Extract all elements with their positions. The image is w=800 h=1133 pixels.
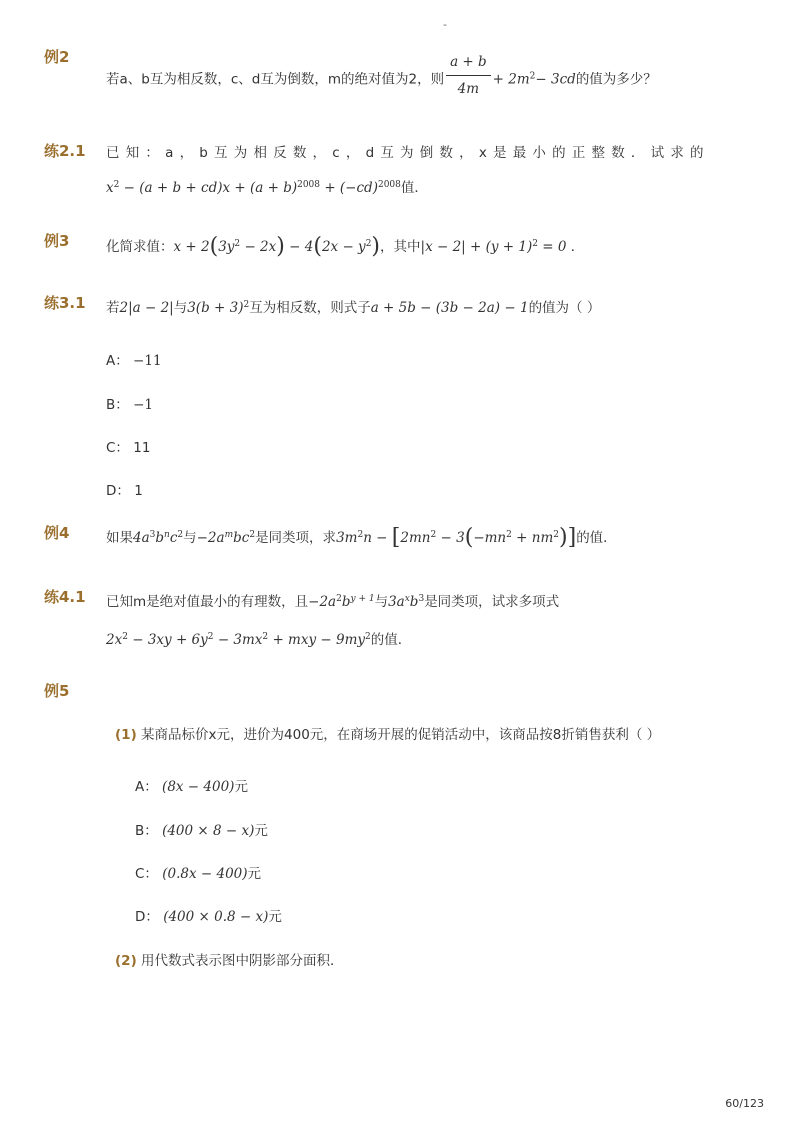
ex4-bracket-close: ]	[567, 525, 577, 550]
p21-expr-c: + (−cd)	[324, 180, 378, 196]
p31-expr-c: a + 5b − (3b − 2a) − 1	[370, 300, 529, 316]
p31-option-a[interactable]	[106, 349, 162, 369]
p41-l2-a: 2x	[106, 632, 123, 648]
ex2-expr-tail: + 2m	[492, 71, 530, 88]
ex3-expr-b: 3y	[218, 239, 235, 255]
ex4-paren-open: (	[464, 525, 474, 550]
p41-l2-e1: 2	[122, 632, 128, 642]
ex3-paren-open2: (	[313, 234, 322, 259]
p31-option-d[interactable]	[106, 479, 143, 499]
ex5-option-a[interactable]	[135, 775, 248, 795]
p21-expr-a: x	[106, 180, 114, 196]
ex4-e4: m	[224, 530, 234, 540]
header-mark: -	[443, 18, 447, 31]
p41-t1: −2a	[308, 594, 337, 610]
p41-l2-b: − 3xy + 6y	[132, 632, 208, 648]
ex4-e11: 2	[553, 530, 559, 540]
p21-expr-b: − (a + b + cd)x + (a + b)	[123, 180, 298, 196]
p41-l2-e4: 2	[365, 632, 371, 642]
p31-expr-b: 3(b + 3)	[187, 300, 244, 316]
ex5-q2	[115, 949, 344, 969]
ex3-text-mid: ，其中	[380, 239, 421, 255]
ex5-option-d-unit: 元	[268, 909, 282, 925]
p31-text-d: 的值为（ ）	[528, 300, 601, 316]
ex2-frac-num: a + b	[450, 54, 487, 70]
p31-option-b-val: −1	[133, 397, 153, 413]
ex4-e3: 2	[177, 530, 184, 540]
ex4-t2: b	[155, 530, 165, 546]
p31-text-b: 与	[173, 300, 188, 316]
ex2-label: 例2	[44, 48, 70, 66]
ex5-option-b[interactable]	[135, 819, 268, 839]
ex4-text-c: 是同类项，求	[255, 530, 337, 546]
ex2-line	[106, 54, 657, 101]
ex5-option-b-key: B：	[135, 823, 158, 839]
ex3-label: 例3	[44, 232, 70, 250]
ex4-t4: −2a	[196, 530, 225, 546]
p31-option-c-val: 11	[133, 440, 151, 456]
ex2-frac-bar	[446, 75, 491, 76]
ex4-e2: n	[164, 530, 170, 540]
ex3-paren-open: (	[209, 234, 219, 259]
ex3-paren-close2: )	[371, 234, 381, 259]
p31-option-d-key: D：	[106, 483, 130, 499]
ex3-expr-d: − 4	[289, 239, 314, 255]
ex3-paren-close: )	[276, 234, 285, 259]
ex5-q2-text: 用代数式表示图中阴影部分面积．	[141, 953, 344, 969]
ex5-option-a-unit: 元	[234, 779, 248, 795]
p31-exp2: 2	[243, 300, 250, 310]
ex4-text-d: 的值．	[576, 530, 617, 546]
ex5-q2-label: (2)	[115, 953, 137, 969]
p41-e4: 3	[418, 594, 425, 604]
ex3-exp2b: 2	[365, 239, 372, 249]
ex3-expr-c: − 2x	[244, 239, 277, 255]
p41-e2: y + 1	[350, 594, 375, 604]
p31-option-c[interactable]	[106, 436, 150, 456]
ex5-option-b-unit: 元	[254, 823, 268, 839]
p31-option-b-key: B：	[106, 397, 129, 413]
p31-option-c-key: C：	[106, 440, 129, 456]
ex4-text-a: 如果	[106, 530, 133, 546]
ex4-text-b: 与	[183, 530, 197, 546]
p31-option-a-val: −11	[133, 353, 162, 369]
ex4-t5: bc	[233, 530, 250, 546]
p41-l2-d: + mxy − 9my	[272, 632, 366, 648]
ex5-option-a-key: A：	[135, 779, 158, 795]
ex5-option-d-val: (400 × 0.8 − x)	[163, 909, 269, 925]
p41-t4: b	[409, 594, 419, 610]
ex3-text: 化简求值：	[106, 239, 174, 255]
ex4-t11: + nm	[516, 530, 554, 546]
p41-e3: x	[404, 594, 410, 604]
p41-t3: 3a	[388, 594, 405, 610]
p41-label: 练4.1	[44, 588, 86, 606]
p41-text-d: 的值．	[370, 632, 412, 648]
p41-line1	[106, 590, 559, 610]
ex4-t3: c	[169, 530, 178, 546]
ex4-bracket-open: [	[391, 525, 401, 550]
ex5-option-c-key: C：	[135, 866, 158, 882]
p21-text-end: 值．	[400, 180, 428, 196]
ex2-text-b: 的值为多少？	[575, 71, 657, 88]
ex2-fraction	[446, 54, 491, 97]
ex3-exp2c: 2	[532, 239, 538, 249]
ex4-t6: 3m	[336, 530, 358, 546]
ex5-option-a-val: (8x − 400)	[162, 779, 235, 795]
ex4-e5: 2	[249, 530, 256, 540]
p21-expr-line	[106, 176, 428, 196]
p31-text-a: 若	[106, 300, 120, 316]
ex4-t1: 4a	[133, 530, 150, 546]
p21-label: 练2.1	[44, 142, 86, 160]
p21-exp2008b: 2008	[377, 180, 401, 190]
p21-text: 已知：a，b互为相反数，c，d互为倒数，x是最小的正整数．试求的	[106, 145, 710, 161]
p41-t2: b	[341, 594, 351, 610]
p31-line	[106, 296, 600, 316]
ex4-t9: − 3	[440, 530, 465, 546]
p31-text-c: 互为相反数，则式子	[249, 300, 371, 316]
ex2-exp: 2	[529, 71, 536, 82]
ex5-q1-label: (1)	[115, 727, 137, 743]
ex5-option-c[interactable]	[135, 862, 261, 882]
ex5-q1-text: 某商品标价x元，进价为400元，在商场开展的促销活动中，该商品按8折销售获利（ ）	[141, 727, 661, 743]
p21-exp2008: 2008	[297, 180, 321, 190]
ex4-t7: n −	[363, 530, 388, 546]
ex3-text-end: ．	[570, 239, 585, 255]
ex5-option-d[interactable]	[135, 905, 282, 925]
ex4-paren-close: )	[559, 525, 568, 550]
ex5-option-c-unit: 元	[247, 866, 262, 882]
ex3-expr-a: x + 2	[173, 239, 210, 255]
p41-text-c: 是同类项，试求多项式	[424, 594, 560, 610]
ex4-t10: −mn	[473, 530, 507, 546]
ex3-expr-e: 2x − y	[321, 239, 366, 255]
ex2-expr-tail2: − 3cd	[535, 71, 576, 88]
ex5-option-c-val: (0.8x − 400)	[162, 866, 248, 882]
p31-option-a-key: A：	[106, 353, 129, 369]
p41-l2-c: − 3mx	[217, 632, 263, 648]
ex2-frac-den: 4m	[457, 81, 480, 97]
p41-text-b: 与	[374, 594, 389, 610]
ex4-label: 例4	[44, 524, 70, 542]
ex4-e6: 2	[357, 530, 364, 540]
p31-expr-a: 2|a − 2|	[119, 300, 174, 316]
ex4-e8: 2	[430, 530, 437, 540]
ex5-label: 例5	[44, 682, 70, 700]
ex2-text-a: 若a、b互为相反数，c、d互为倒数，m的绝对值为2，则	[106, 71, 445, 88]
ex5-option-d-key: D：	[135, 909, 159, 925]
ex5-option-b-val: (400 × 8 − x)	[162, 823, 255, 839]
ex4-e10: 2	[506, 530, 512, 540]
ex3-exp2: 2	[234, 239, 241, 249]
p31-option-b[interactable]	[106, 393, 153, 413]
p41-l2-e3: 2	[262, 632, 269, 642]
p41-l2-e2: 2	[207, 632, 214, 642]
p21-exp2: 2	[113, 180, 120, 190]
ex3-expr-f: |x − 2| + (y + 1)	[420, 239, 533, 255]
p31-option-d-val: 1	[134, 483, 143, 499]
p41-e1: 2	[336, 594, 342, 604]
ex4-line	[106, 525, 617, 550]
p31-label: 练3.1	[44, 294, 86, 312]
ex4-t8: 2mn	[400, 530, 431, 546]
p41-text-a: 已知m是绝对值最小的有理数，且	[106, 594, 309, 610]
ex4-e1: 3	[149, 530, 156, 540]
ex3-expr-g: = 0	[542, 239, 567, 255]
ex5-q1	[115, 723, 660, 743]
page-number: 60/123	[725, 1097, 764, 1110]
p41-line2	[106, 628, 411, 648]
ex3-line	[106, 234, 584, 259]
